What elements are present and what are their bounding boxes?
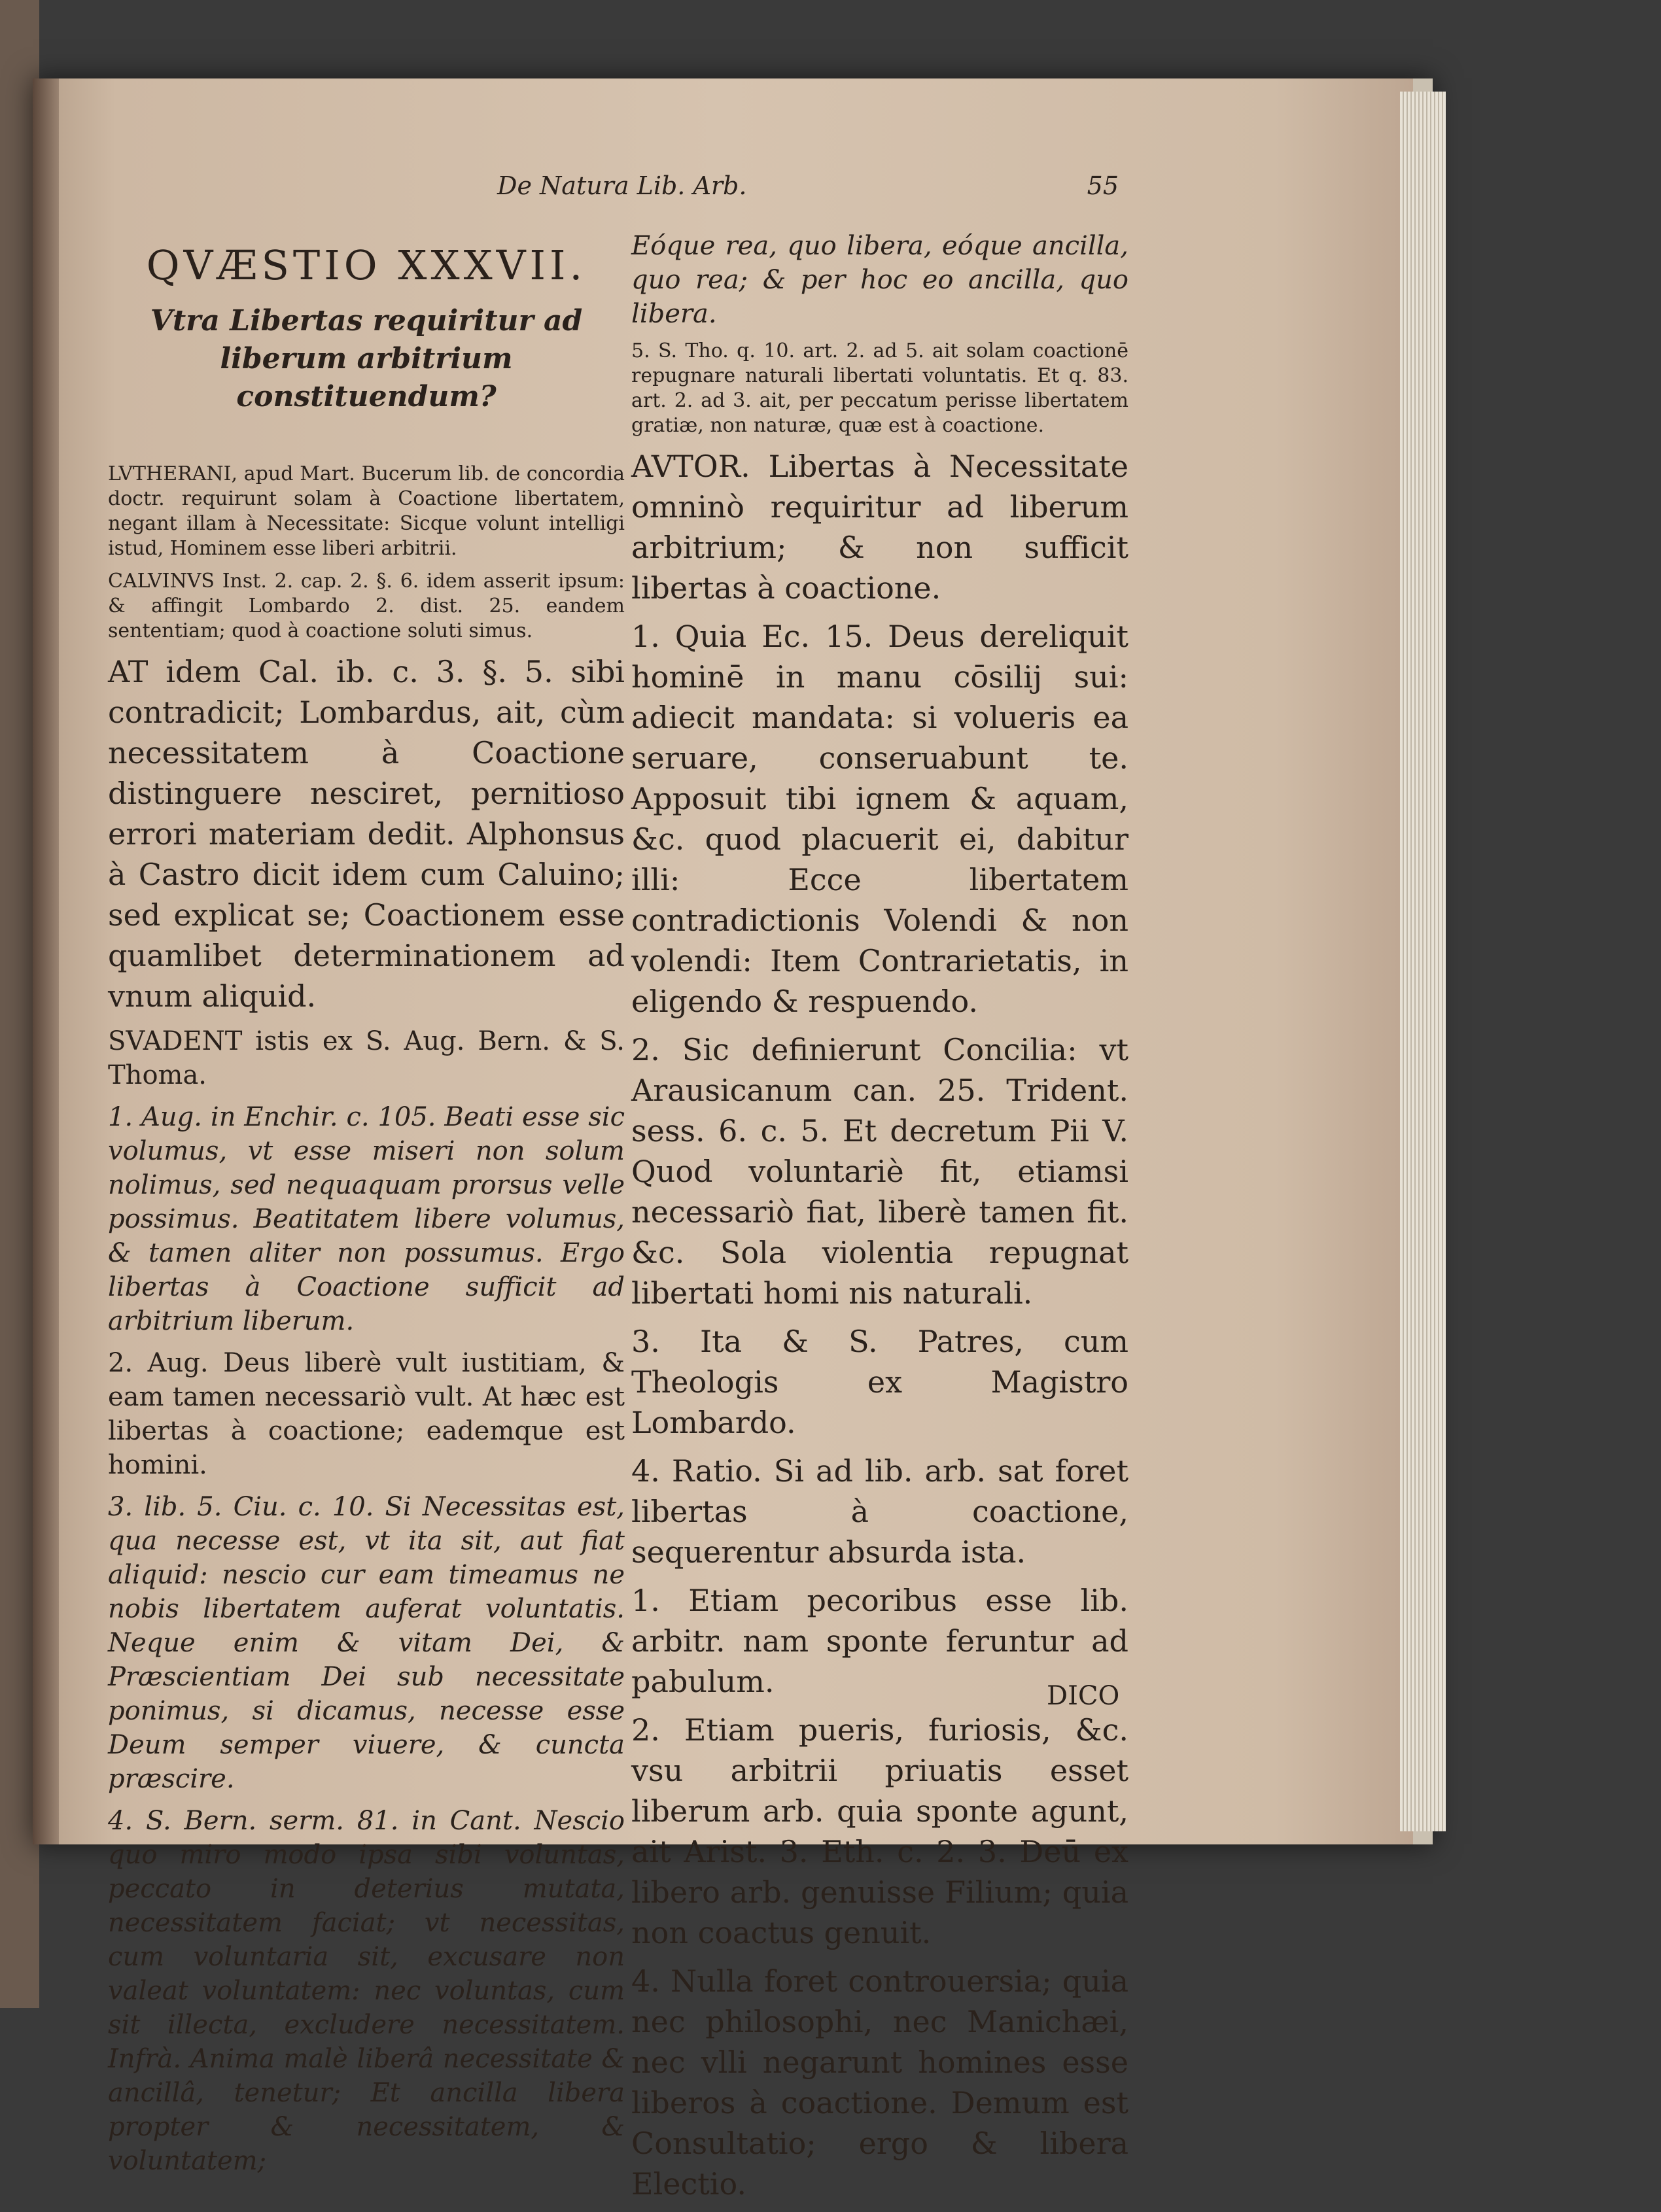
paragraph: Eóque rea, quo libera, eóque ancilla, quo rea; & per hoc eo ancilla, quo libera. <box>631 231 1128 329</box>
question-subtitle: Vtra Libertas requiritur ad liberum arbitrium constituendum? <box>150 304 583 413</box>
catchword: DICO <box>1047 1681 1120 1711</box>
paragraph: 3. lib. 5. Ciu. c. 10. Si Necessitas est, qua necesse est, vt ita sit, aut fiat aliquid: nescio cur eam timeamus ne nobis libertatem auferat voluntatis. Neque enim & vitam Dei, & Præscientiam Dei sub necessitate ponimus, si dicamus, necesse esse Deum semper viuere, & cuncta præscire. <box>108 1492 625 1794</box>
paragraph: 4. Ratio. Si ad lib. arb. sat foret libertas à coactione, sequerentur absurda ista. <box>631 1453 1128 1570</box>
paragraph: 1. Quia Ec. 15. Deus dereliquit hominē in manu cōsilij sui: adiecit mandata: si volueris ea seruare, conseruabunt te. Apposuit tibi ignem & aquam, &c. quod placuerit ei, dabitur illi: Ecce libertatem contradictionis Volendi & non volendi: Item Contrarietatis, in eligendo & respuendo. <box>631 619 1128 1019</box>
right-column <box>631 229 1128 2212</box>
paragraph: AT idem Cal. ib. c. 3. §. 5. sibi contradicit; Lombardus, ait, cùm necessitatem à Coactione distinguere nesciret, pernitioso errori materiam dedit. Alphonsus à Castro dicit idem cum Caluino; sed explicat se; Coactionem esse quamlibet determinationem ad vnum aliquid. <box>108 654 625 1014</box>
paragraph: SVADENT istis ex S. Aug. Bern. & S. Thoma. <box>108 1026 625 1090</box>
paragraph: 2. Aug. Deus liberè vult iustitiam, & eam tamen necessariò vult. At hæc est libertas à coactione; eademque est homini. <box>108 1348 625 1480</box>
paragraph: CALVINVS Inst. 2. cap. 2. §. 6. idem asserit ipsum: & affingit Lombardo 2. dist. 25. eandem sententiam; quod à coactione soluti simus. <box>108 570 625 642</box>
page-edges <box>1400 92 1446 1831</box>
paragraph: 3. Ita & S. Patres, cum Theologis ex Magistro Lombardo. <box>631 1324 1128 1440</box>
paragraph: 5. S. Tho. q. 10. art. 2. ad 5. ait solam coactionē repugnare naturali libertati voluntatis. Et q. 83. art. 2. ad 3. ait, per peccatum perisse libertatem gratiæ, non naturæ, quæ est à coactione. <box>631 339 1128 437</box>
paragraph: 1. Aug. in Enchir. c. 105. Beati esse sic volumus, vt esse miseri non solum nolimus, sed nequaquam prorsus velle possimus. Beatitatem libere volumus, & tamen aliter non possumus. Ergo libertas à Coactione sufficit ad arbitrium liberum. <box>108 1102 625 1336</box>
paragraph: LVTHERANI, apud Mart. Bucerum lib. de concordia doctr. requirunt solam à Coactione libertatem, negant illam à Necessitate: Sicque volunt intelligi istud, Hominem esse liberi arbitrii. <box>108 462 625 560</box>
page-number: 55 <box>1087 171 1119 200</box>
paragraph: AVTOR. Libertas à Necessitate omninò requiritur ad liberum arbitrium; & non sufficit libertas à coactione. <box>631 449 1128 606</box>
book-spine <box>33 78 59 1844</box>
paragraph: 2. Sic definierunt Concilia: vt Arausicanum can. 25. Trident. sess. 6. c. 5. Et decretum Pii V. Quod voluntariè fit, etiamsi necessariò fiat, liberè tamen fit. &c. Sola violentia repugnat libertati homi nis naturali. <box>631 1032 1128 1311</box>
running-title: De Natura Lib. Arb. <box>497 171 747 200</box>
paragraph: 4. S. Bern. serm. 81. in Cant. Nescio quo miro modo ipsa sibi voluntas, peccato in deterius mutata, necessitatem faciat; vt necessitas, cum voluntaria sit, excusare non valeat voluntatem: nec voluntas, cum sit illecta, excludere necessitatem. Infrà. Anima malè liberâ necessitate & ancillâ, tenetur; Et ancilla libera propter & necessitatem, & voluntatem; <box>108 1806 625 2176</box>
paragraph: 1. Etiam pecoribus esse lib. arbitr. nam sponte feruntur ad pabulum. <box>631 1583 1128 1699</box>
left-column <box>108 229 625 2186</box>
paragraph: 2. Etiam pueris, furiosis, &c. vsu arbitrii priuatis esset liberum arb. quia sponte agunt, ait Arist. 3. Eth. c. 2. 3. Deū ex libero arb. genuisse Filium; quia non coactus genuit. <box>631 1712 1128 1950</box>
paragraph: 4. Nulla foret controuersia; quia nec philosophi, nec Manichæi, nec vlli negarunt homines esse liberos à coactione. Demum est Consultatio; ergo & libera Electio. <box>631 1963 1128 2202</box>
question-title: QVÆSTIO XXXVII. <box>146 241 587 289</box>
